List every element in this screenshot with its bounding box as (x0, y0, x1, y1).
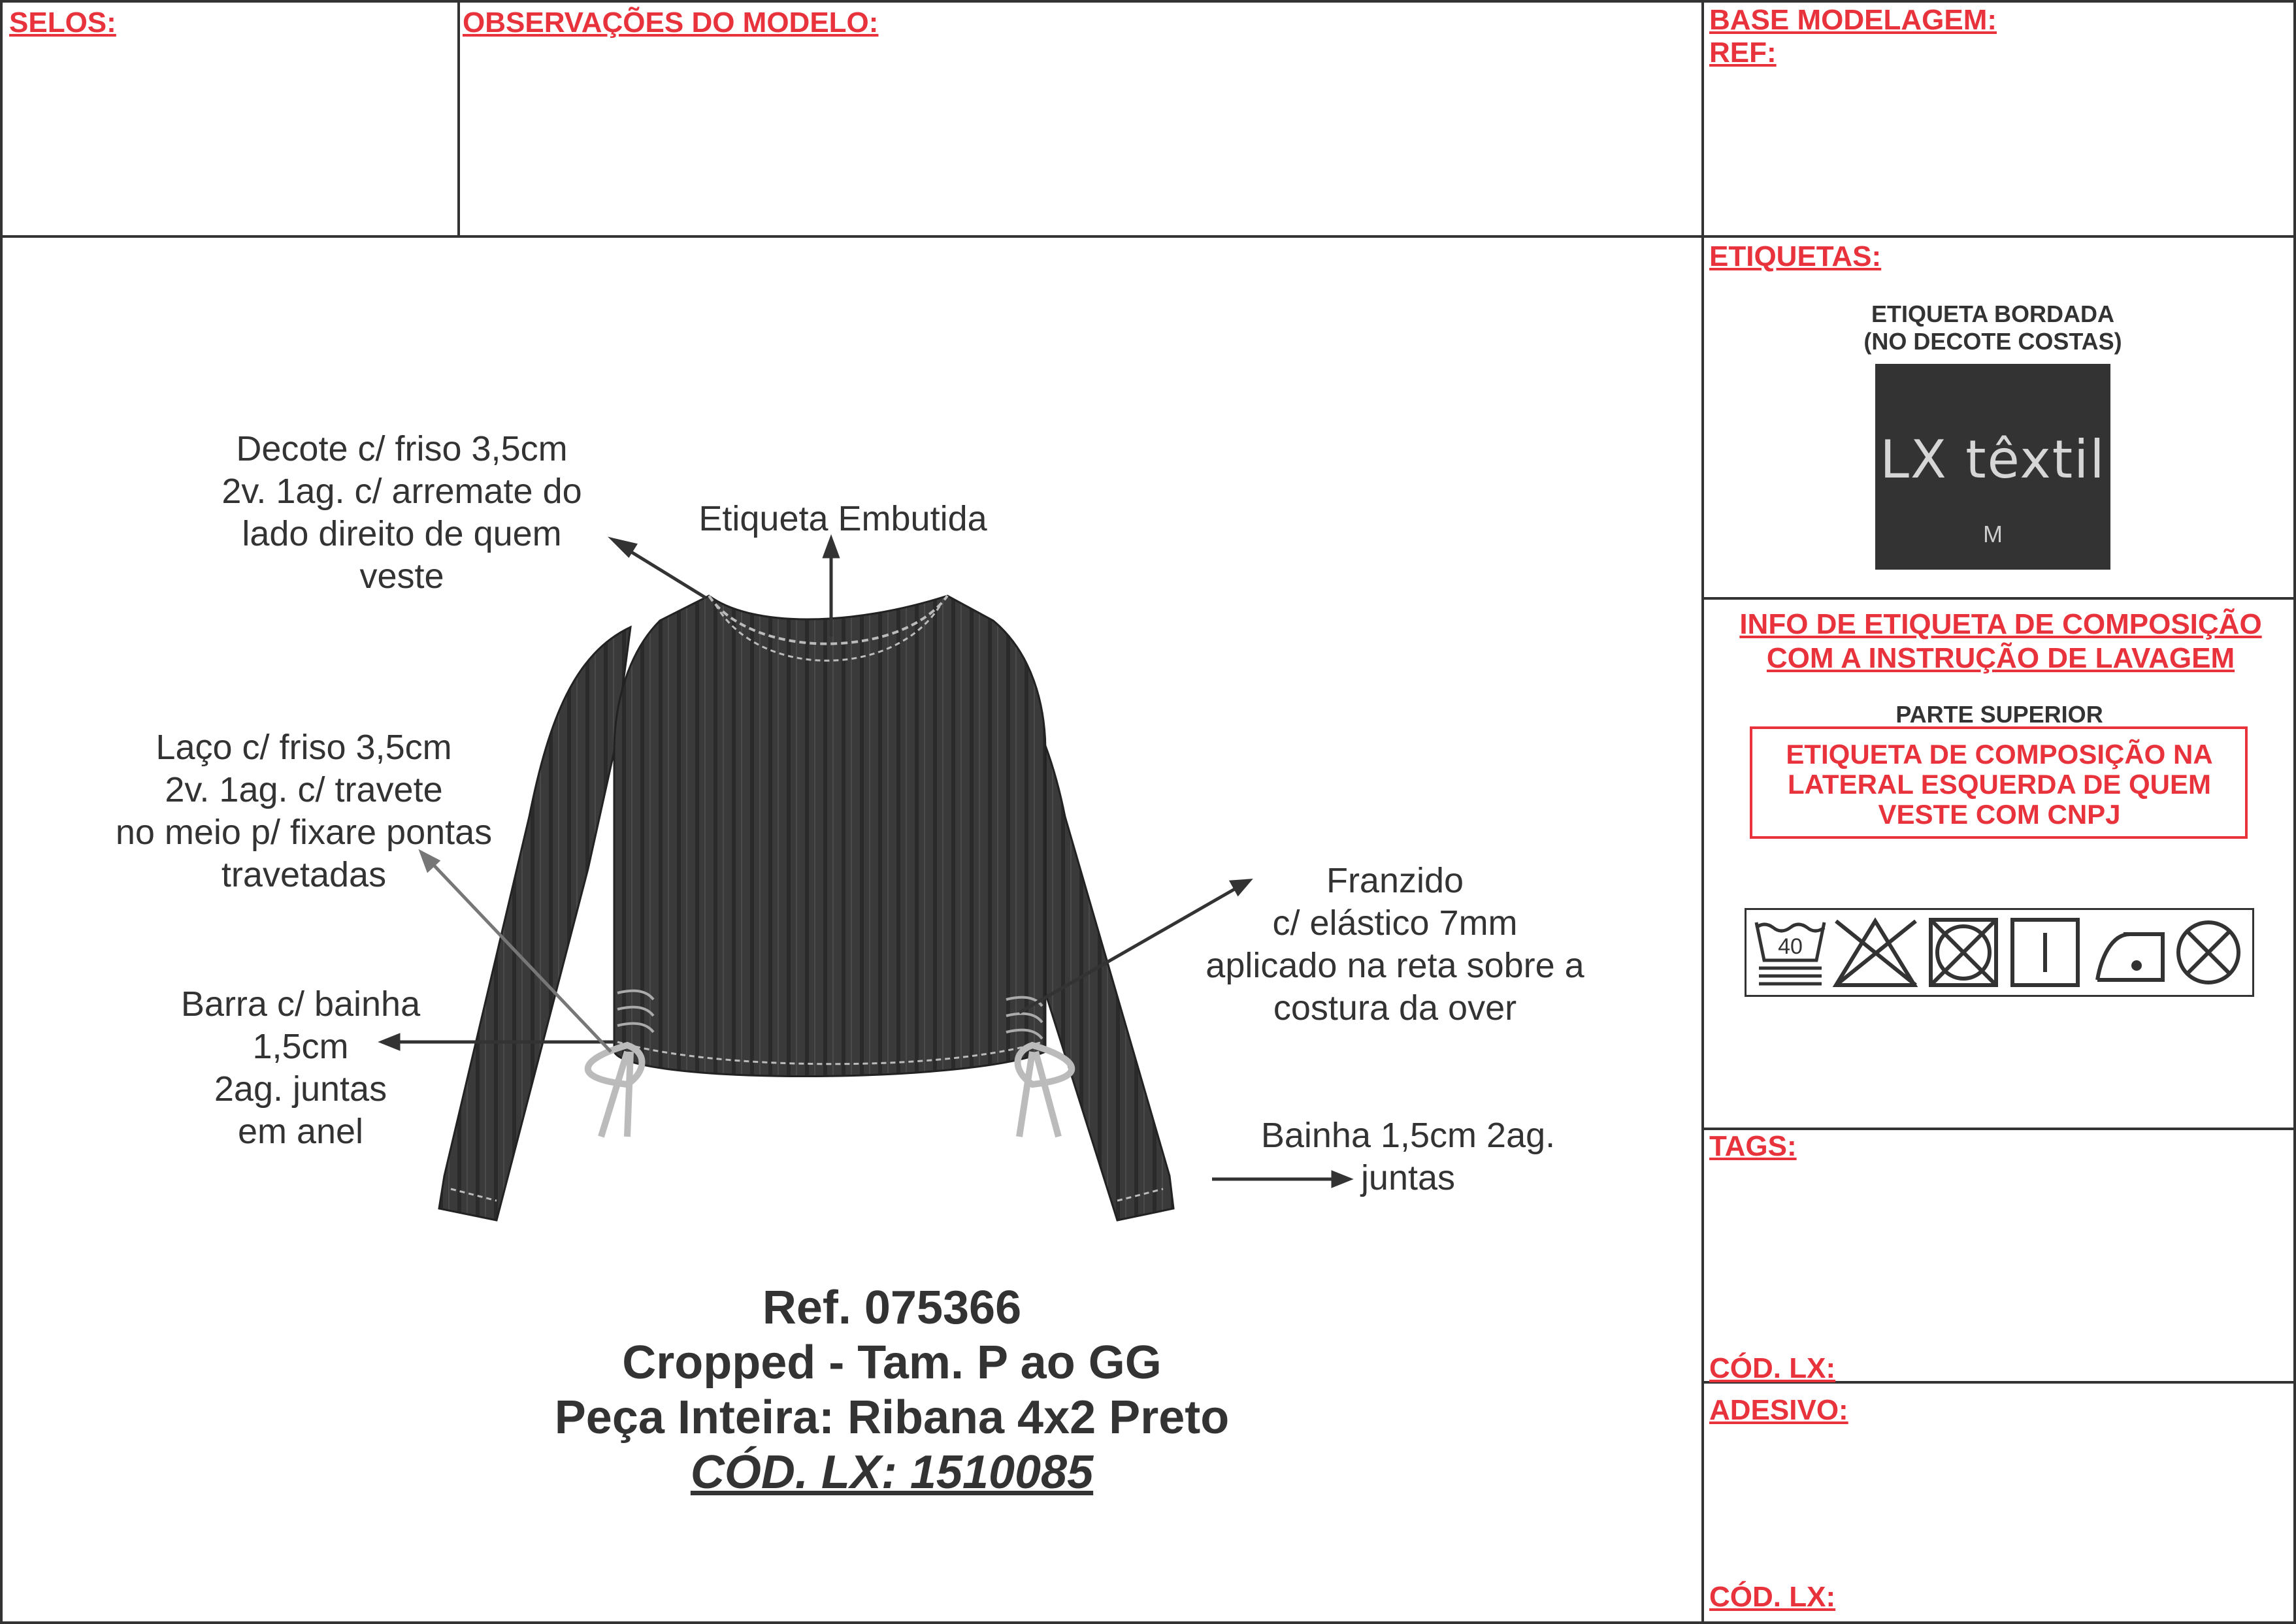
selos-label: SELOS: (9, 7, 116, 39)
barra-note: Barra c/ bainha 1,5cm 2ag. juntas em anel (180, 984, 421, 1151)
adesivo-cod-label: CÓD. LX: (1709, 1581, 1836, 1613)
label-brand: LX têxtil (1880, 429, 2106, 490)
iron-low-icon (2097, 934, 2163, 980)
observacoes-label: OBSERVAÇÕES DO MODELO: (463, 7, 879, 39)
no-dry-clean-icon (2178, 922, 2239, 983)
bainha-note: Bainha 1,5cm 2ag. juntas (1260, 1116, 1556, 1197)
tags-label: TAGS: (1709, 1130, 1797, 1162)
etiquetas-label: ETIQUETAS: (1709, 240, 1882, 272)
adesivo-label: ADESIVO: (1709, 1394, 1848, 1426)
product-code: CÓD. LX: 1510085 (690, 1446, 1094, 1499)
line-dry-icon (2012, 920, 2078, 985)
care-icons (1745, 908, 2254, 997)
base-modelagem-label: BASE MODELAGEM: (1709, 4, 1997, 36)
composicao-text: ETIQUETA DE COMPOSIÇÃO NA LATERAL ESQUERDA DE QUEM VESTE COM CNPJ (1786, 739, 2213, 830)
ref-number: Ref. 075366 (762, 1282, 1022, 1334)
parte-superior: PARTE SUPERIOR (1895, 701, 2103, 728)
etiqueta-embutida-note: Etiqueta Embutida (698, 499, 987, 538)
laco-note: Laço c/ friso 3,5cm 2v. 1ag. c/ travete no meio p/ fixare pontas travetadas (115, 728, 493, 894)
product-description: Cropped - Tam. P ao GG (622, 1337, 1162, 1389)
no-bleach-icon (1836, 921, 1916, 985)
tags-cod-label: CÓD. LX: (1709, 1352, 1836, 1384)
etiqueta-bordada-text: ETIQUETA BORDADA (NO DECOTE COSTAS) (1863, 300, 2122, 355)
no-tumble-dry-icon (1931, 920, 1996, 985)
woven-label (1875, 364, 2110, 570)
wash-temp: 40 (1778, 934, 1803, 959)
label-size: M (1983, 521, 2003, 547)
info-title: INFO DE ETIQUETA DE COMPOSIÇÃO COM A INSTRUÇÃO DE LAVAGEM (1739, 608, 2262, 674)
garment-body (614, 596, 1045, 1077)
ref-label: REF: (1709, 37, 1777, 69)
sidebar-line-1 (1701, 597, 2296, 600)
reference-block (392, 1280, 1392, 1500)
decote-note: Decote c/ friso 3,5cm 2v. 1ag. c/ arremate do lado direito de quem veste (221, 429, 582, 596)
franzido-note: Franzido c/ elástico 7mm aplicado na reta sobre a costura da over (1205, 861, 1584, 1028)
fabric-description: Peça Inteira: Ribana 4x2 Preto (554, 1391, 1230, 1444)
